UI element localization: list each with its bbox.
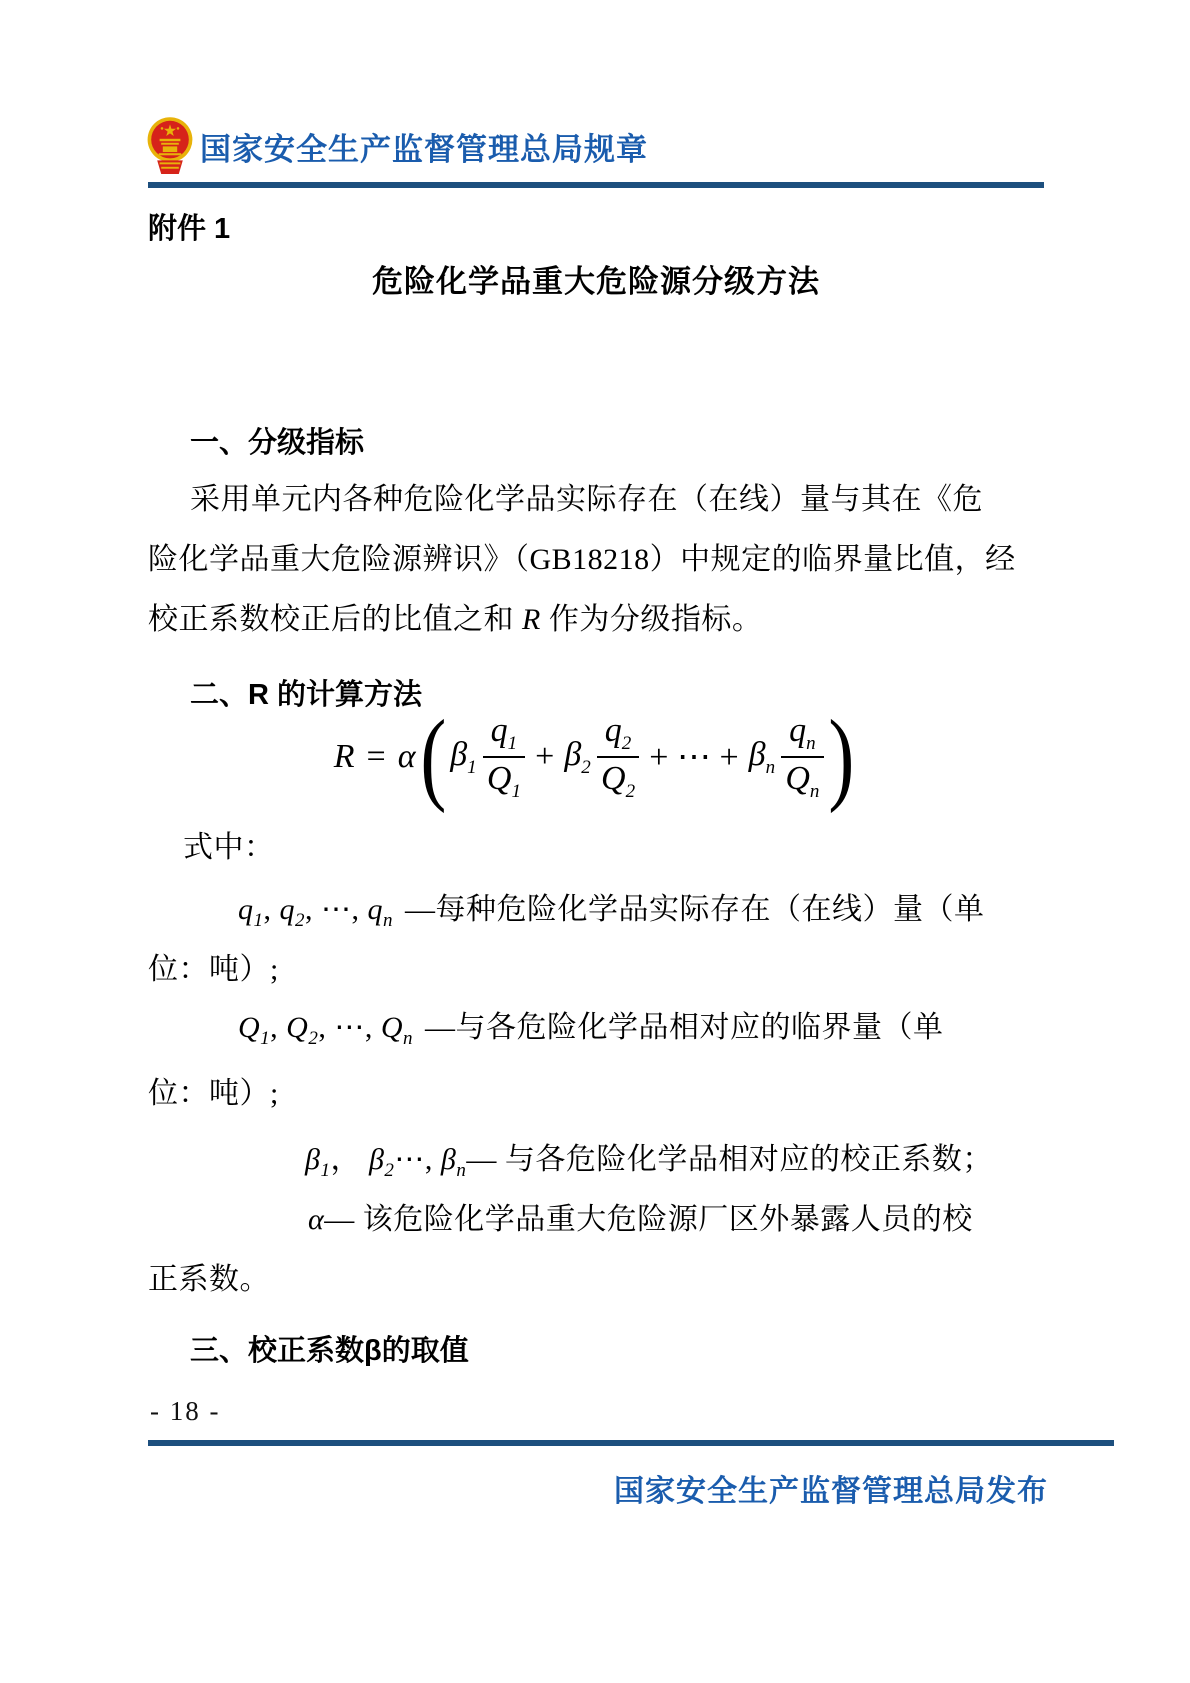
definition-beta-symbols: $\beta_1$， $\beta_2\cdots$, $\beta_n$ bbox=[305, 1143, 467, 1181]
document-title: 危险化学品重大危险源分级方法 bbox=[372, 264, 820, 299]
formula-equals: = bbox=[366, 738, 386, 775]
national-emblem-icon bbox=[146, 116, 194, 176]
section-3-heading: 三、校正系数β的取值 bbox=[190, 1335, 469, 1367]
definition-q-symbols: $q_1$, $q_2$, ⋯, $q_n$ bbox=[238, 893, 393, 931]
formula-ellipsis: + ⋯ + bbox=[649, 739, 739, 776]
definition-alpha-continuation: 正系数。 bbox=[148, 1263, 270, 1296]
paragraph-1-line-2: 险化学品重大危险源辨识》（GB18218）中规定的临界量比值，经 bbox=[148, 543, 1016, 576]
attachment-label: 附件 1 bbox=[148, 213, 231, 245]
formula-plus-1: + bbox=[535, 738, 555, 775]
definition-Q bbox=[238, 1010, 944, 1057]
term-n-fraction: $\frac{q_n}{Q_n}$ bbox=[781, 714, 824, 801]
term-2-fraction: $\frac{q_2}{Q_2}$ bbox=[597, 714, 640, 801]
definition-alpha bbox=[308, 1202, 973, 1238]
definition-q bbox=[238, 892, 985, 939]
definition-beta bbox=[305, 1142, 993, 1189]
page-number: - 18 - bbox=[150, 1396, 221, 1426]
definition-alpha-desc: — 该危险化学品重大危险源厂区外暴露人员的校 bbox=[324, 1203, 973, 1236]
paragraph-1-line-1: 采用单元内各种危险化学品实际存在（在线）量与其在《危 bbox=[190, 483, 983, 516]
footer-publisher: 国家安全生产监督管理总局发布 bbox=[614, 1475, 1048, 1508]
term-1-fraction: $\frac{q_1}{Q_1}$ bbox=[483, 714, 526, 801]
formula-R-calculation: R = α ( $\beta_1$ $\frac{q_1}{Q_1}$ + $\beta_2$ $\frac{q_2}{Q_2}$ + ⋯ + $\beta_n$ $\frac{q_n}{Q_n}$ ) bbox=[333, 699, 854, 814]
definition-Q-desc: —与各危险化学品相对应的临界量（单 bbox=[425, 1011, 944, 1044]
term-1-coef: $\beta_1$ bbox=[450, 735, 477, 778]
term-2-coef: $\beta_2$ bbox=[564, 735, 591, 778]
line-3-pre: 校正系数校正后的比值之和 bbox=[148, 603, 522, 636]
term-n-coef: $\beta_n$ bbox=[748, 735, 776, 778]
footer-rule bbox=[148, 1440, 1114, 1446]
line-3-post: 作为分级指标。 bbox=[540, 603, 763, 636]
header-agency-title: 国家安全生产监督管理总局规章 bbox=[200, 132, 648, 167]
definition-q-desc: —每种危险化学品实际存在（在线）量（单 bbox=[405, 893, 985, 926]
definition-Q-continuation: 位：吨）; bbox=[148, 1077, 279, 1110]
where-label: 式中： bbox=[183, 831, 275, 864]
line-3-variable-R: R bbox=[522, 603, 541, 636]
definition-q-continuation: 位：吨）; bbox=[148, 953, 279, 986]
formula-term-2 bbox=[564, 711, 639, 802]
formula-term-1 bbox=[450, 711, 525, 802]
definition-alpha-symbols: α bbox=[308, 1203, 325, 1236]
paragraph-1-line-3 bbox=[148, 602, 762, 638]
definition-beta-desc: — 与各危险化学品相对应的校正系数； bbox=[466, 1143, 993, 1176]
formula-term-n bbox=[748, 711, 824, 802]
section-2-heading: 二、R 的计算方法 bbox=[190, 679, 423, 711]
formula-alpha: α bbox=[397, 738, 416, 775]
definition-Q-symbols: $Q_1$, $Q_2$, ⋯, $Q_n$ bbox=[238, 1011, 414, 1049]
header-rule bbox=[148, 182, 1044, 188]
formula-lhs: R bbox=[333, 738, 355, 775]
section-1-heading: 一、分级指标 bbox=[190, 427, 365, 459]
